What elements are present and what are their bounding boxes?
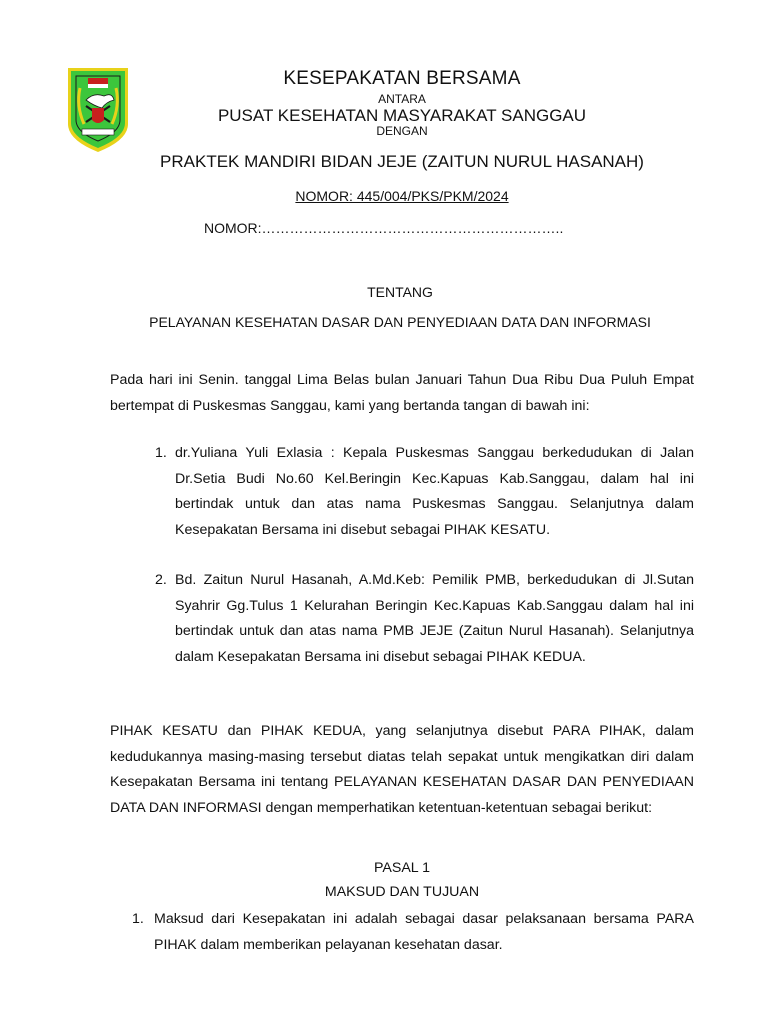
- antara-label: ANTARA: [378, 92, 426, 106]
- party-two-name: PRAKTEK MANDIRI BIDAN JEJE (ZAITUN NURUL HASANAH): [160, 152, 644, 171]
- document-title: KESEPAKATAN BERSAMA: [283, 68, 521, 89]
- article-list-item: [132, 907, 694, 958]
- document-number: NOMOR: 445/004/PKS/PKM/2024: [295, 188, 509, 204]
- list-number: 1.: [132, 911, 144, 927]
- party-description: Bd. Zaitun Nurul Hasanah, A.Md.Keb: Pemilik PMB, berkedudukan di Jl.Sutan Syahrir Gg.Tulus 1 Kelurahan Beringin Kec.Kapuas Kab.Sanggau dalam hal ini bertindak untuk dan atas nama PMB JEJE (Zaitun Nurul Hasanah). Selanjutnya dalam Kesepakatan Bersama ini disebut sebagai PIHAK KEDUA.: [175, 572, 694, 665]
- parties-agreement-paragraph: PIHAK KESATU dan PIHAK KEDUA, yang selanjutnya disebut PARA PIHAK, dalam kedudukannya masing-masing tersebut diatas telah sepakat untuk mengikatkan diri dalam Kesepakatan Bersama ini tentang PELAYANAN KESEHATAN DASAR DAN PENYEDIAAN DATA DAN INFORMASI dengan memperhatikan ketentuan-ketentuan sebagai berikut:: [110, 723, 694, 816]
- document-number-blank: NOMOR:………………………………………………………..: [204, 220, 564, 236]
- party-list-item: [155, 568, 694, 670]
- agreement-subject: PELAYANAN KESEHATAN DASAR DAN PENYEDIAAN DATA DAN INFORMASI: [149, 314, 651, 330]
- party-list-item: [155, 441, 694, 543]
- tentang-label: TENTANG: [367, 284, 433, 300]
- article-item-text: Maksud dari Kesepakatan ini adalah sebagai dasar pelaksanaan bersama PARA PIHAK dalam memberikan pelayanan kesehatan dasar.: [154, 911, 694, 953]
- party-one-name: PUSAT KESEHATAN MASYARAKAT SANGGAU: [217, 106, 587, 125]
- party-description: dr.Yuliana Yuli Exlasia : Kepala Puskesmas Sanggau berkedudukan di Jalan Dr.Setia Budi No.60 Kel.Beringin Kec.Kapuas Kab.Sanggau, dalam hal ini bertindak untuk dan atas nama Puskesmas Sanggau. Selanjutnya dalam Kesepakatan Bersama ini disebut sebagai PIHAK KESATU.: [175, 445, 694, 538]
- article-heading: PASAL 1: [374, 860, 430, 876]
- dengan-label: DENGAN: [376, 124, 428, 138]
- list-number: 2.: [155, 572, 167, 588]
- list-number: 1.: [155, 445, 167, 461]
- article-subheading: MAKSUD DAN TUJUAN: [324, 884, 480, 900]
- intro-paragraph: Pada hari ini Senin. tanggal Lima Belas bulan Januari Tahun Dua Ribu Dua Puluh Empat bertempat di Puskesmas Sanggau, kami yang bertanda tangan di bawah ini:: [110, 372, 694, 414]
